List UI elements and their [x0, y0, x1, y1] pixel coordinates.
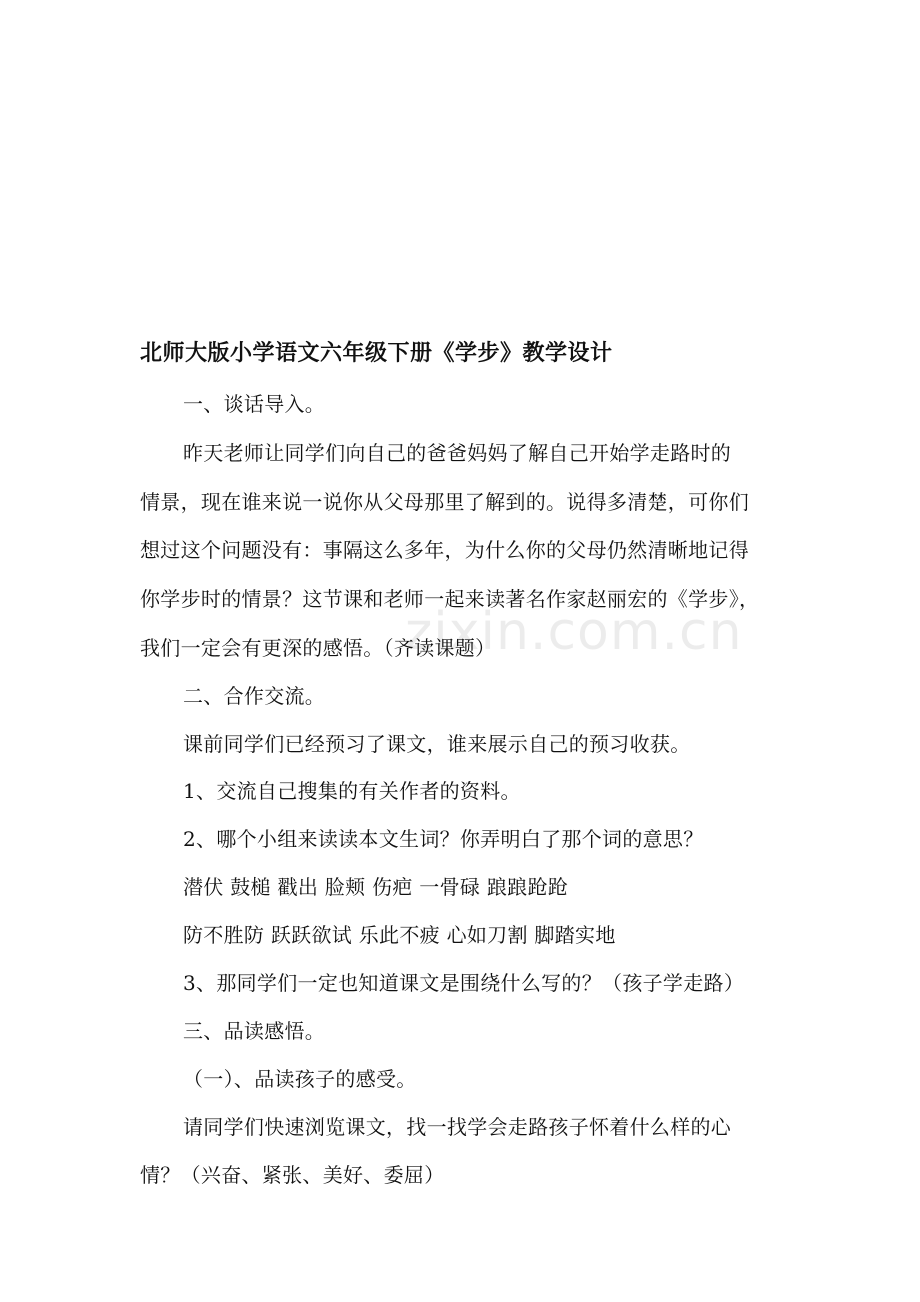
document-title: 北师大版小学语文六年级下册《学步》教学设计	[140, 341, 613, 366]
paragraph-line: 想过这个问题没有：事隔这么多年，为什么你的父母仍然清晰地记得	[140, 538, 749, 562]
paragraph-line: 昨天老师让同学们向自己的爸爸妈妈了解自己开始学走路时的	[183, 441, 732, 465]
list-item: 3、那同学们一定也知道课文是围绕什么写的？（孩子学走路）	[183, 971, 745, 995]
heading-2: 二、合作交流。	[183, 684, 326, 708]
paragraph-line: 请同学们快速浏览课文，找一找学会走路孩子怀着什么样的心	[183, 1115, 732, 1139]
paragraph-line: 课前同学们已经预习了课文，谁来展示自己的预习收获。	[183, 732, 691, 756]
paragraph-line: 情景，现在谁来说一说你从父母那里了解到的。说得多清楚，可你们	[140, 490, 749, 514]
paragraph-line: 我们一定会有更深的感悟。（齐读课题）	[140, 636, 496, 660]
vocabulary-line: 防不胜防 跃跃欲试 乐此不疲 心如刀割 脚踏实地	[183, 923, 616, 947]
subheading: （一）、品读孩子的感受。	[183, 1067, 417, 1091]
heading-1: 一、谈话导入。	[183, 392, 326, 416]
list-item: 1、交流自己搜集的有关作者的资料。	[183, 779, 521, 803]
heading-3: 三、品读感悟。	[183, 1019, 326, 1043]
vocabulary-line: 潜伏 鼓槌 戳出 脸颊 伤疤 一骨碌 踉踉跄跄	[183, 875, 569, 899]
paragraph-line: 情？（兴奋、紧张、美好、委屈）	[140, 1163, 445, 1187]
paragraph-line: 你学步时的情景？这节课和老师一起来读著名作家赵丽宏的《学步》，	[140, 587, 760, 611]
list-item: 2、哪个小组来读读本文生词？你弄明白了那个词的意思？	[183, 827, 704, 851]
watermark: zixin.com.cn	[405, 602, 743, 662]
